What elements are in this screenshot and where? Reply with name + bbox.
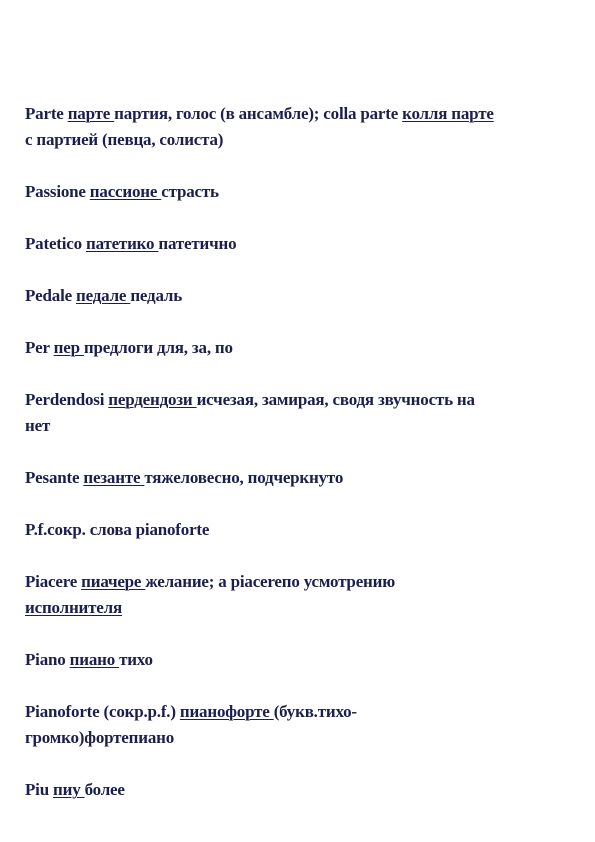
- entry-piu: [25, 777, 575, 803]
- pronunciation: парте: [67, 104, 115, 123]
- entry-line: [25, 127, 575, 153]
- definition: патетично: [158, 234, 237, 253]
- entry-per: [25, 335, 575, 361]
- pronunciation: колля парте: [402, 104, 494, 123]
- term: Passione: [25, 182, 90, 201]
- entry-line: [25, 283, 575, 309]
- definition: исчезая, замирая, сводя звучность на: [196, 390, 475, 409]
- term: Parte: [25, 104, 68, 123]
- entry-line: [25, 101, 575, 127]
- pronunciation: пиано: [69, 650, 120, 669]
- entry-line: [25, 595, 575, 621]
- entry-perdendosi: [25, 387, 575, 439]
- definition: тихо: [119, 650, 153, 669]
- pronunciation: пердендози: [108, 390, 197, 409]
- entry-parte: [25, 101, 575, 153]
- pronunciation: пиу: [53, 780, 85, 799]
- pronunciation: пассионе: [89, 182, 162, 201]
- pronunciation: пиачере: [81, 572, 146, 591]
- term: Piano: [25, 650, 70, 669]
- entry-pf: [25, 517, 575, 543]
- term: Perdendosi: [25, 390, 109, 409]
- entry-line: [25, 335, 575, 361]
- entry-line: [25, 569, 575, 595]
- pronunciation: педале: [76, 286, 131, 305]
- entry-passione: [25, 179, 575, 205]
- definition: предлоги для, за, по: [83, 338, 233, 357]
- pronunciation: патетико: [85, 234, 159, 253]
- pronunciation: пер: [53, 338, 84, 357]
- pronunciation: пианофорте: [179, 702, 274, 721]
- pronunciation: исполнителя: [25, 598, 122, 617]
- entry-line: P.f.сокр. слова pianoforte: [25, 520, 210, 539]
- entry-pedale: [25, 283, 575, 309]
- entry-patetico: [25, 231, 575, 257]
- entry-line: [25, 647, 575, 673]
- entry-pesante: [25, 465, 575, 491]
- term: Per: [25, 338, 54, 357]
- definition: партия, голос (в ансамбле); colla parte: [114, 104, 403, 123]
- definition: громко)фортепиано: [25, 728, 175, 747]
- term: Piu: [25, 780, 54, 799]
- entry-line: [25, 725, 575, 751]
- definition: педаль: [130, 286, 183, 305]
- definition: тяжеловесно, подчеркнуто: [144, 468, 344, 487]
- pronunciation: пезанте: [83, 468, 145, 487]
- entry-piacere: [25, 569, 575, 621]
- entry-line: [25, 179, 575, 205]
- definition: (букв.тихо-: [273, 702, 357, 721]
- entry-line: [25, 465, 575, 491]
- entry-line: [25, 387, 575, 413]
- definition: желание; a piacereпо усмотрению: [145, 572, 396, 591]
- term: Pesante: [25, 468, 84, 487]
- definition: нет: [25, 416, 51, 435]
- term: Patetico: [25, 234, 86, 253]
- entry-line: [25, 699, 575, 725]
- entry-line: [25, 777, 575, 803]
- definition: с партией (певца, солиста): [25, 130, 224, 149]
- entry-line: [25, 231, 575, 257]
- entry-line: [25, 413, 575, 439]
- definition: более: [84, 780, 125, 799]
- entry-pianoforte: [25, 699, 575, 751]
- term: Piacere: [25, 572, 82, 591]
- term: Pianoforte (сокр.p.f.): [25, 702, 180, 721]
- entry-piano: [25, 647, 575, 673]
- definition: страсть: [161, 182, 219, 201]
- term: Pedale: [25, 286, 77, 305]
